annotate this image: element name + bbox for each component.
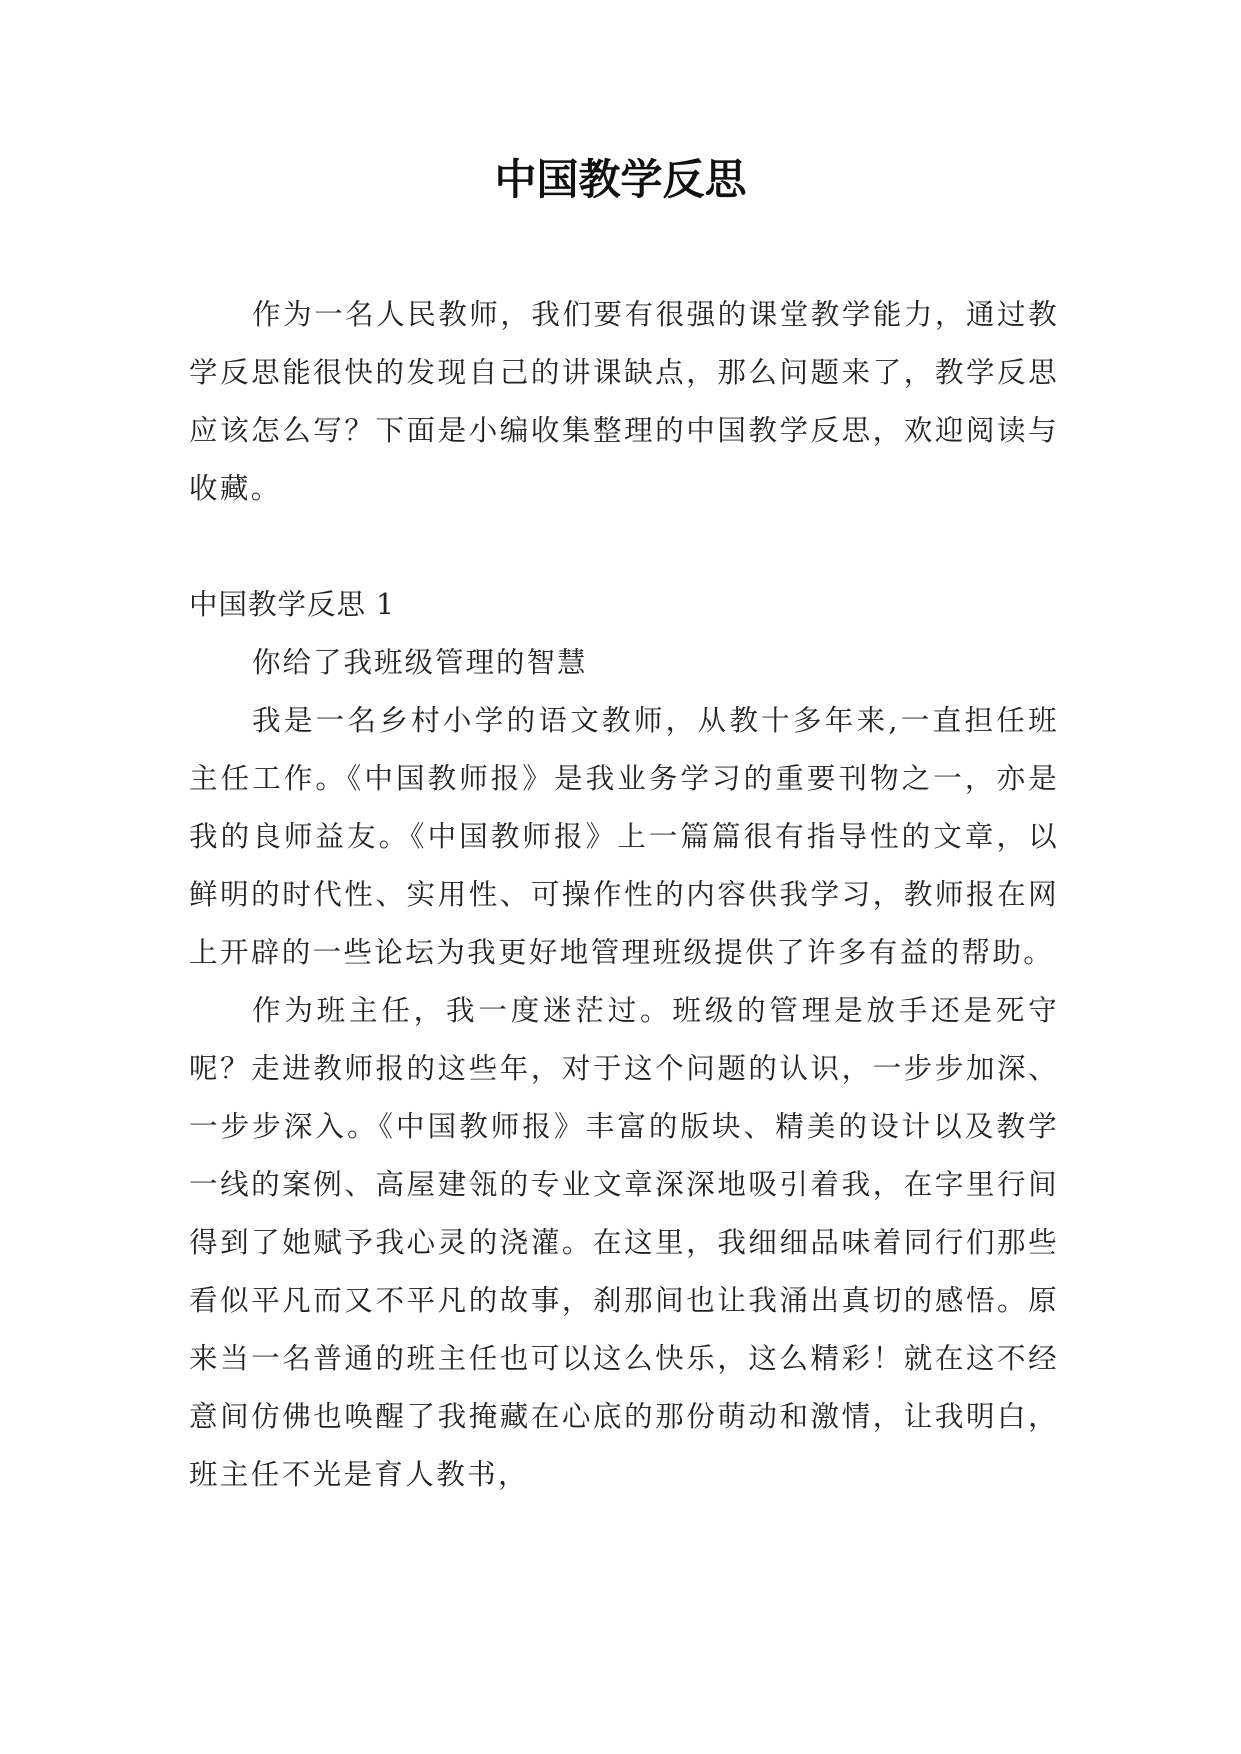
body-paragraph-1: 我是一名乡村小学的语文教师，从教十多年来,一直担任班主任工作。《中国教师报》是我业务学习的重要刊物之一，亦是我的良师益友。《中国教师报》上一篇篇很有指导性的文章，以鲜明的时代性、实用性、可操作性的内容供我学习，教师报在网上开辟的一些论坛为我更好地管理班级提供了许多有益的帮助。 [189, 704, 1059, 969]
section-heading: 中国教学反思 1 [189, 588, 396, 621]
body-paragraph-2: 作为班主任，我一度迷茫过。班级的管理是放手还是死守呢？走进教师报的这些年，对于这个问题的认识，一步步加深、一步步深入。《中国教师报》丰富的版块、精美的设计以及教学一线的案例、高屋建瓴的专业文章深深地吸引着我，在字里行间得到了她赋予我心灵的浇灌。在这里，我细细品味着同行们那些看似平凡而又不平凡的故事，刹那间也让我涌出真切的感悟。原来当一名普通的班主任也可以这么快乐，这么精彩！就在这不经意间仿佛也唤醒了我掩藏在心底的那份萌动和激情，让我明白，班主任不光是育人教书， [189, 994, 1059, 1491]
document-body [189, 286, 1059, 1504]
intro-paragraph: 作为一名人民教师，我们要有很强的课堂教学能力，通过教学反思能很快的发现自己的讲课缺点，那么问题来了，教学反思应该怎么写？下面是小编收集整理的中国教学反思，欢迎阅读与收藏。 [189, 298, 1059, 505]
spacer [189, 518, 1059, 576]
section-subtitle: 你给了我班级管理的智慧 [252, 646, 588, 679]
page-title: 中国教学反思 [494, 155, 747, 204]
